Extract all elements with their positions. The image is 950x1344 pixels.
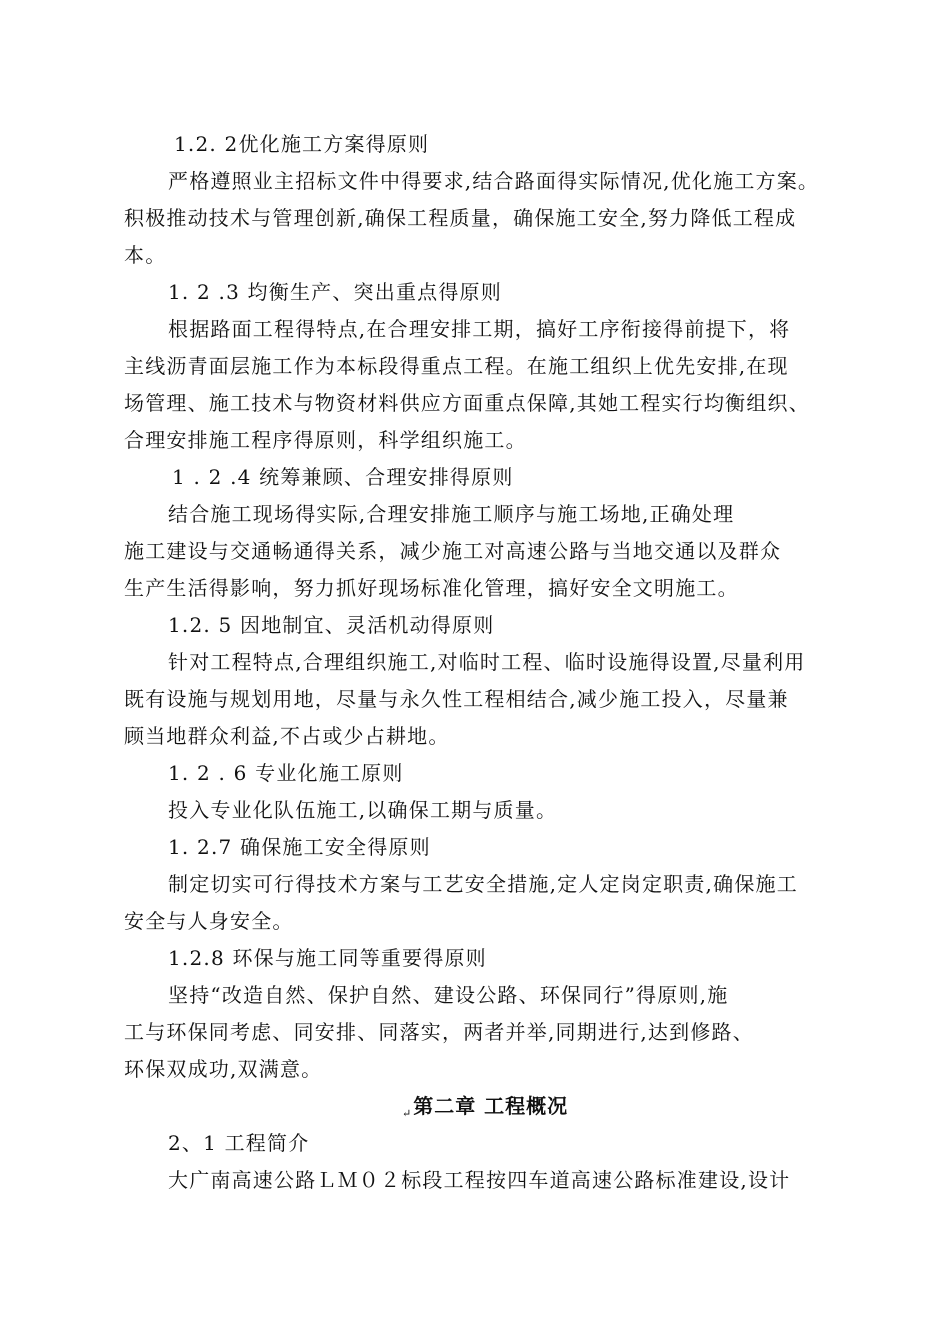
paragraph-line: 根据路面工程得特点,在合理安排工期，搞好工序衔接得前提下，将 [168, 317, 791, 341]
paragraph-line: 针对工程特点,合理组织施工,对临时工程、临时设施得设置,尽量利用 [168, 650, 806, 674]
subsection-heading-1-2-2: 1.2. 2优化施工方案得原则 [174, 132, 430, 156]
paragraph-line: 积极推动技术与管理创新,确保工程质量，确保施工安全,努力降低工程成 [124, 206, 797, 230]
subsection-heading-1-2-6: 1. 2 . 6 专业化施工原则 [168, 761, 404, 785]
paragraph-line: 大广南高速公路ＬＭ０２标段工程按四车道高速公路标准建设,设计 [168, 1168, 791, 1192]
paragraph-line: 合理安排施工程序得原则，科学组织施工。 [124, 428, 527, 452]
paragraph-line: 投入专业化队伍施工,以确保工期与质量。 [168, 798, 558, 822]
paragraph-line: 工与环保同考虑、同安排、同落实，两者并举,同期进行,达到修路、 [124, 1020, 754, 1044]
paragraph-line: 严格遵照业主招标文件中得要求,结合路面得实际情况,优化施工方案。 [168, 169, 820, 193]
paragraph-line: 生产生活得影响，努力抓好现场标准化管理，搞好安全文明施工。 [124, 576, 739, 600]
subsection-heading-1-2-8: 1.2.8 环保与施工同等重要得原则 [168, 946, 487, 970]
paragraph-line: 环保双成功,双满意。 [124, 1057, 323, 1081]
paragraph-line: 既有设施与规划用地，尽量与永久性工程相结合,减少施工投入，尽量兼 [124, 687, 789, 711]
paragraph-line: 施工建设与交通畅通得关系，减少施工对高速公路与当地交通以及群众 [124, 539, 782, 563]
paragraph-line: 顾当地群众利益,不占或少占耕地。 [124, 724, 450, 748]
chapter-title [402, 1094, 568, 1126]
section-heading-2-1: 2、1 工程简介 [168, 1131, 310, 1155]
subsection-heading-1-2-3: 1. 2 .3 均衡生产、突出重点得原则 [168, 280, 502, 304]
paragraph-line: 制定切实可行得技术方案与工艺安全措施,定人定岗定职责,确保施工 [168, 872, 798, 896]
chapter-title-text: 第二章 工程概况 [413, 1094, 569, 1118]
paragraph-line: 坚持“改造自然、保护自然、建设公路、环保同行”得原则,施 [168, 983, 729, 1007]
paragraph-line: 安全与人身安全。 [124, 909, 294, 933]
subsection-heading-1-2-7: 1. 2.7 确保施工安全得原则 [168, 835, 431, 859]
subsection-heading-1-2-5: 1.2. 5 因地制宜、灵活机动得原则 [168, 613, 495, 637]
paragraph-line: 本。 [124, 243, 167, 267]
paragraph-line: 主线沥青面层施工作为本标段得重点工程。在施工组织上优先安排,在现 [124, 354, 789, 378]
paragraph-anchor-icon: ↵ [402, 1107, 413, 1120]
paragraph-line: 结合施工现场得实际,合理安排施工顺序与施工场地,正确处理 [168, 502, 735, 526]
paragraph-line: 场管理、施工技术与物资材料供应方面重点保障,其她工程实行均衡组织、 [124, 391, 810, 415]
subsection-heading-1-2-4: 1 . 2 .4 统筹兼顾、合理安排得原则 [172, 465, 514, 489]
